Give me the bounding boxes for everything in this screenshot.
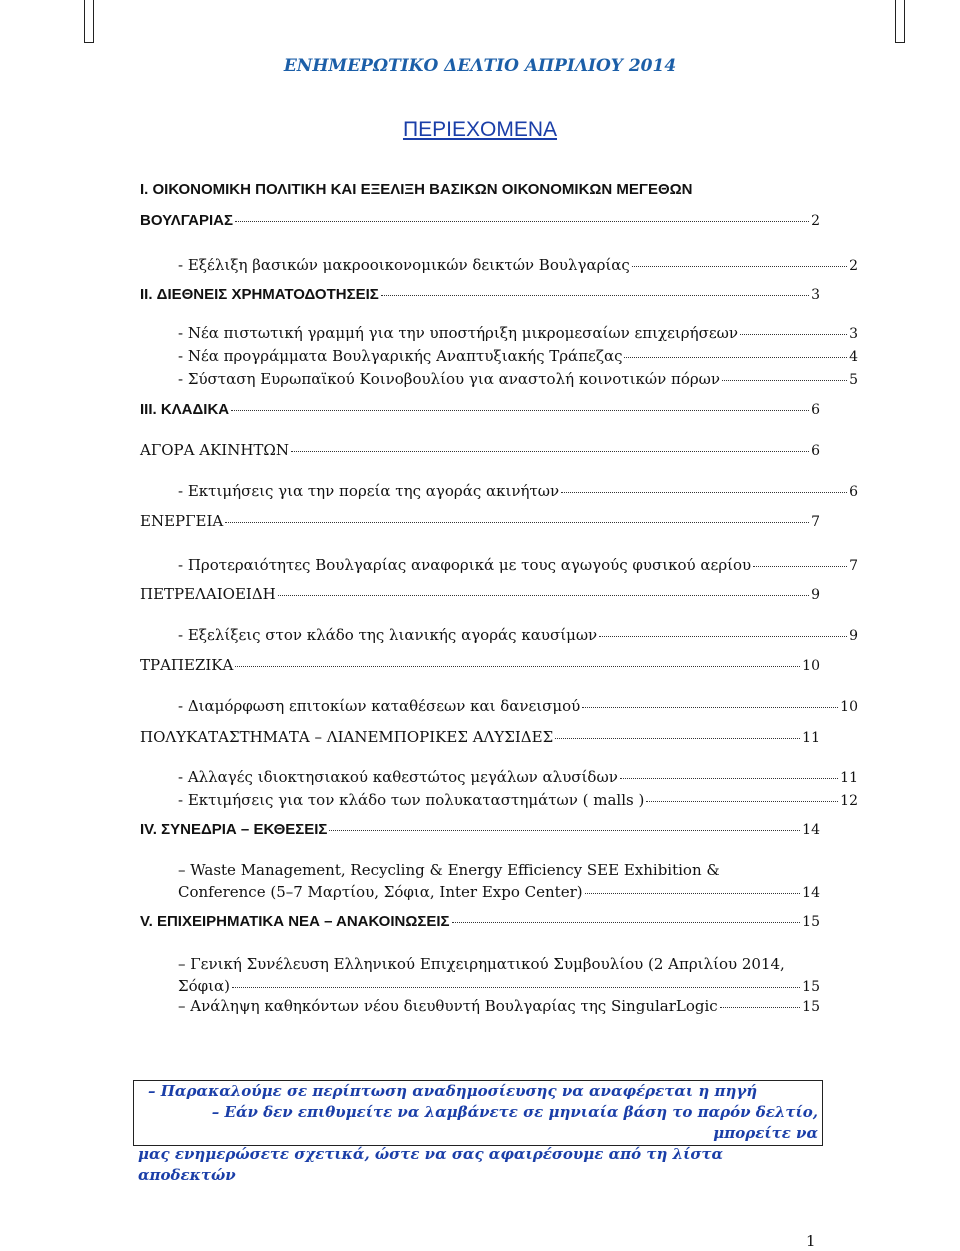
toc-page-number: 6 [811,443,820,459]
toc-leader [620,778,838,779]
toc-page-number: 2 [849,258,858,274]
toc-entry-label: ΤΡΑΠΕΖΙΚΑ [140,656,234,674]
toc-entry-label: - Εκτιμήσεις για την πορεία της αγοράς ακινήτων [178,482,560,500]
toc-leader [555,738,800,739]
notice-line-3: μας ενημερώσετε σχετικά, ώστε να σας αφαιρέσουμε από τη λίστα αποδεκτών [138,1145,724,1184]
toc-leader [561,492,847,493]
toc-entry-section-1[interactable] [140,212,820,229]
toc-leader [278,595,809,596]
toc-section-1-title[interactable]: I. ΟΙΚΟΝΟΜΙΚΗ ΠΟΛΙΤΙΚΗ ΚΑΙ ΕΞΕΛΙΞΗ ΒΑΣΙΚΩΝ ΟΙΚΟΝΟΜΙΚΩΝ ΜΕΓΕΘΩΝ [140,181,693,198]
decorative-bar-right [895,0,905,43]
toc-page-number: 6 [849,484,858,500]
toc-entry-poly-b[interactable] [140,791,858,809]
toc-page-number: 4 [849,349,858,365]
toc-entry-energeia[interactable] [140,512,820,530]
toc-entry-label: - Προτεραιότητες Βουλγαρίας αναφορικά με τους αγωγούς φυσικού αερίου [178,556,752,574]
toc-entry-poly-a[interactable] [140,768,858,786]
toc-leader [720,1007,800,1008]
toc-leader [585,893,801,894]
toc-page-number: 11 [802,730,820,746]
toc-entry-label: - Διαμόρφωση επιτοκίων καταθέσεων και δανεισμού [178,697,581,715]
toc-page-number: 7 [849,558,858,574]
toc-entry-label: II. ΔΙΕΘΝΕΙΣ ΧΡΗΜΑΤΟΔΟΤΗΣΕΙΣ [140,286,379,303]
toc-entry-label-line1: – Γενική Συνέλευση Ελληνικού Επιχειρηματικού Συμβουλίου (2 Απριλίου 2014, [178,955,785,973]
toc-entry-agora-a[interactable] [140,482,858,500]
toc-entry-petrel-a[interactable] [140,626,858,644]
toc-title[interactable]: ΠΕΡΙΕΧΟΜΕΝΑ [402,118,558,141]
toc-page-number: 15 [802,979,820,995]
toc-entry-5b[interactable] [178,997,820,1015]
toc-page-number: 15 [802,914,820,930]
toc-entry-trap-a[interactable] [140,697,858,715]
toc-leader [235,221,809,222]
toc-entry-section-2[interactable] [140,286,820,303]
toc-page-number: 14 [802,822,820,838]
toc-entry-label: ΠΕΤΡΕΛΑΙΟΕΙΔΗ [140,585,276,603]
toc-entry-label-line2: Σόφια) [178,977,231,995]
toc-entry-label-line1: – Waste Management, Recycling & Energy Efficiency SEE Exhibition & [178,861,720,879]
toc-entry-petrel[interactable] [140,585,820,603]
toc-page-number: 10 [802,658,820,674]
toc-entry-trap[interactable] [140,656,820,674]
toc-leader [646,801,838,802]
toc-leader [599,636,847,637]
notice-line-2: – Εάν δεν επιθυμείτε να λαμβάνετε σε μηνιαία βάση το παρόν δελτίο, μπορείτε να [211,1103,818,1142]
toc-page-number: 14 [802,885,820,901]
toc-page-number: 10 [840,699,858,715]
toc-page-number: 5 [849,372,858,388]
toc-entry-label: ΠΟΛΥΚΑΤΑΣΤΗΜΑΤΑ – ΛΙΑΝΕΜΠΟΡΙΚΕΣ ΑΛΥΣΙΔΕΣ [140,728,554,746]
toc-entry-label: - Νέα προγράμματα Βουλγαρικής Αναπτυξιακής Τράπεζας [178,347,623,365]
toc-entry-section-3[interactable] [140,401,820,418]
toc-entry-2c[interactable] [140,370,858,388]
toc-entry-1a[interactable] [140,256,858,274]
toc-entry-label: - Σύσταση Ευρωπαϊκού Κοινοβουλίου για αναστολή κοινοτικών πόρων [178,370,721,388]
decorative-bar-left [84,0,94,43]
toc-leader [753,566,847,567]
republication-notice [133,1080,823,1184]
toc-page-number: 2 [811,213,820,229]
toc-entry-label: - Αλλαγές ιδιοκτησιακού καθεστώτος μεγάλων αλυσίδων [178,768,618,786]
toc-entry-poly[interactable] [140,728,820,746]
toc-entry-label: - Εξέλιξη βασικών μακροοικονομικών δεικτών Βουλγαρίας [178,256,630,274]
toc-leader [225,522,809,523]
toc-leader [722,380,847,381]
toc-entry-section-4[interactable] [140,821,820,838]
toc-leader [582,707,838,708]
toc-leader [632,266,847,267]
toc-leader [381,295,809,296]
toc-entry-label: V. ΕΠΙΧΕΙΡΗΜΑΤΙΚΑ ΝΕΑ – ΑΝΑΚΟΙΝΩΣΕΙΣ [140,913,450,930]
toc-entry-label: ΒΟΥΛΓΑΡΙΑΣ [140,212,233,229]
toc-entry-label: ΕΝΕΡΓΕΙΑ [140,512,224,530]
toc-page-number: 15 [802,999,820,1015]
toc-page-number: 3 [849,326,858,342]
toc-entry-label: - Εκτιμήσεις για τον κλάδο των πολυκαταστημάτων ( malls ) [178,791,645,809]
toc-entry-agora[interactable] [140,441,820,459]
toc-entry-energeia-a[interactable] [140,556,858,574]
toc-page-number: 3 [811,287,820,303]
toc-leader [291,451,809,452]
toc-page-number: 12 [840,793,858,809]
page-number: 1 [806,1232,816,1250]
toc-page-number: 9 [849,628,858,644]
toc-entry-4a[interactable] [178,859,820,904]
toc-entry-label: - Εξελίξεις στον κλάδο της λιανικής αγοράς καυσίμων [178,626,598,644]
toc-page-number: 6 [811,402,820,418]
toc-leader [231,410,809,411]
toc-entry-label: ΑΓΟΡΑ ΑΚΙΝΗΤΩΝ [140,441,289,459]
toc-page-number: 11 [840,770,858,786]
toc-leader [452,922,801,923]
toc-leader [624,357,847,358]
toc-entry-label: III. ΚΛΑΔΙΚΑ [140,401,230,418]
toc-entry-label: – Ανάληψη καθηκόντων νέου διευθυντή Βουλγαρίας της SingularLogic [178,997,718,1015]
toc-leader [235,666,800,667]
toc-leader [740,334,847,335]
toc-page-number: 9 [811,587,820,603]
notice-line-1: – Παρακαλούμε σε περίπτωση αναδημοσίευσης να αναφέρεται η πηγή [148,1082,758,1100]
toc-entry-label: - Νέα πιστωτική γραμμή για την υποστήριξη μικρομεσαίων επιχειρήσεων [178,324,738,342]
toc-entry-2b[interactable] [140,347,858,365]
toc-entry-label: IV. ΣΥΝΕΔΡΙΑ – ΕΚΘΕΣΕΙΣ [140,821,328,838]
toc-entry-section-5[interactable] [140,913,820,930]
toc-entry-5a[interactable] [178,953,820,998]
newsletter-header: ΕΝΗΜΕΡΩΤΙΚΟ ΔΕΛΤΙΟ ΑΠΡΙΛΙΟΥ 2014 [283,56,677,76]
toc-leader [232,987,800,988]
toc-leader [329,830,800,831]
toc-page-number: 7 [811,514,820,530]
toc-entry-2a[interactable] [140,324,858,342]
toc-entry-label-line2: Conference (5–7 Μαρτίου, Σόφια, Inter Expo Center) [178,883,583,901]
